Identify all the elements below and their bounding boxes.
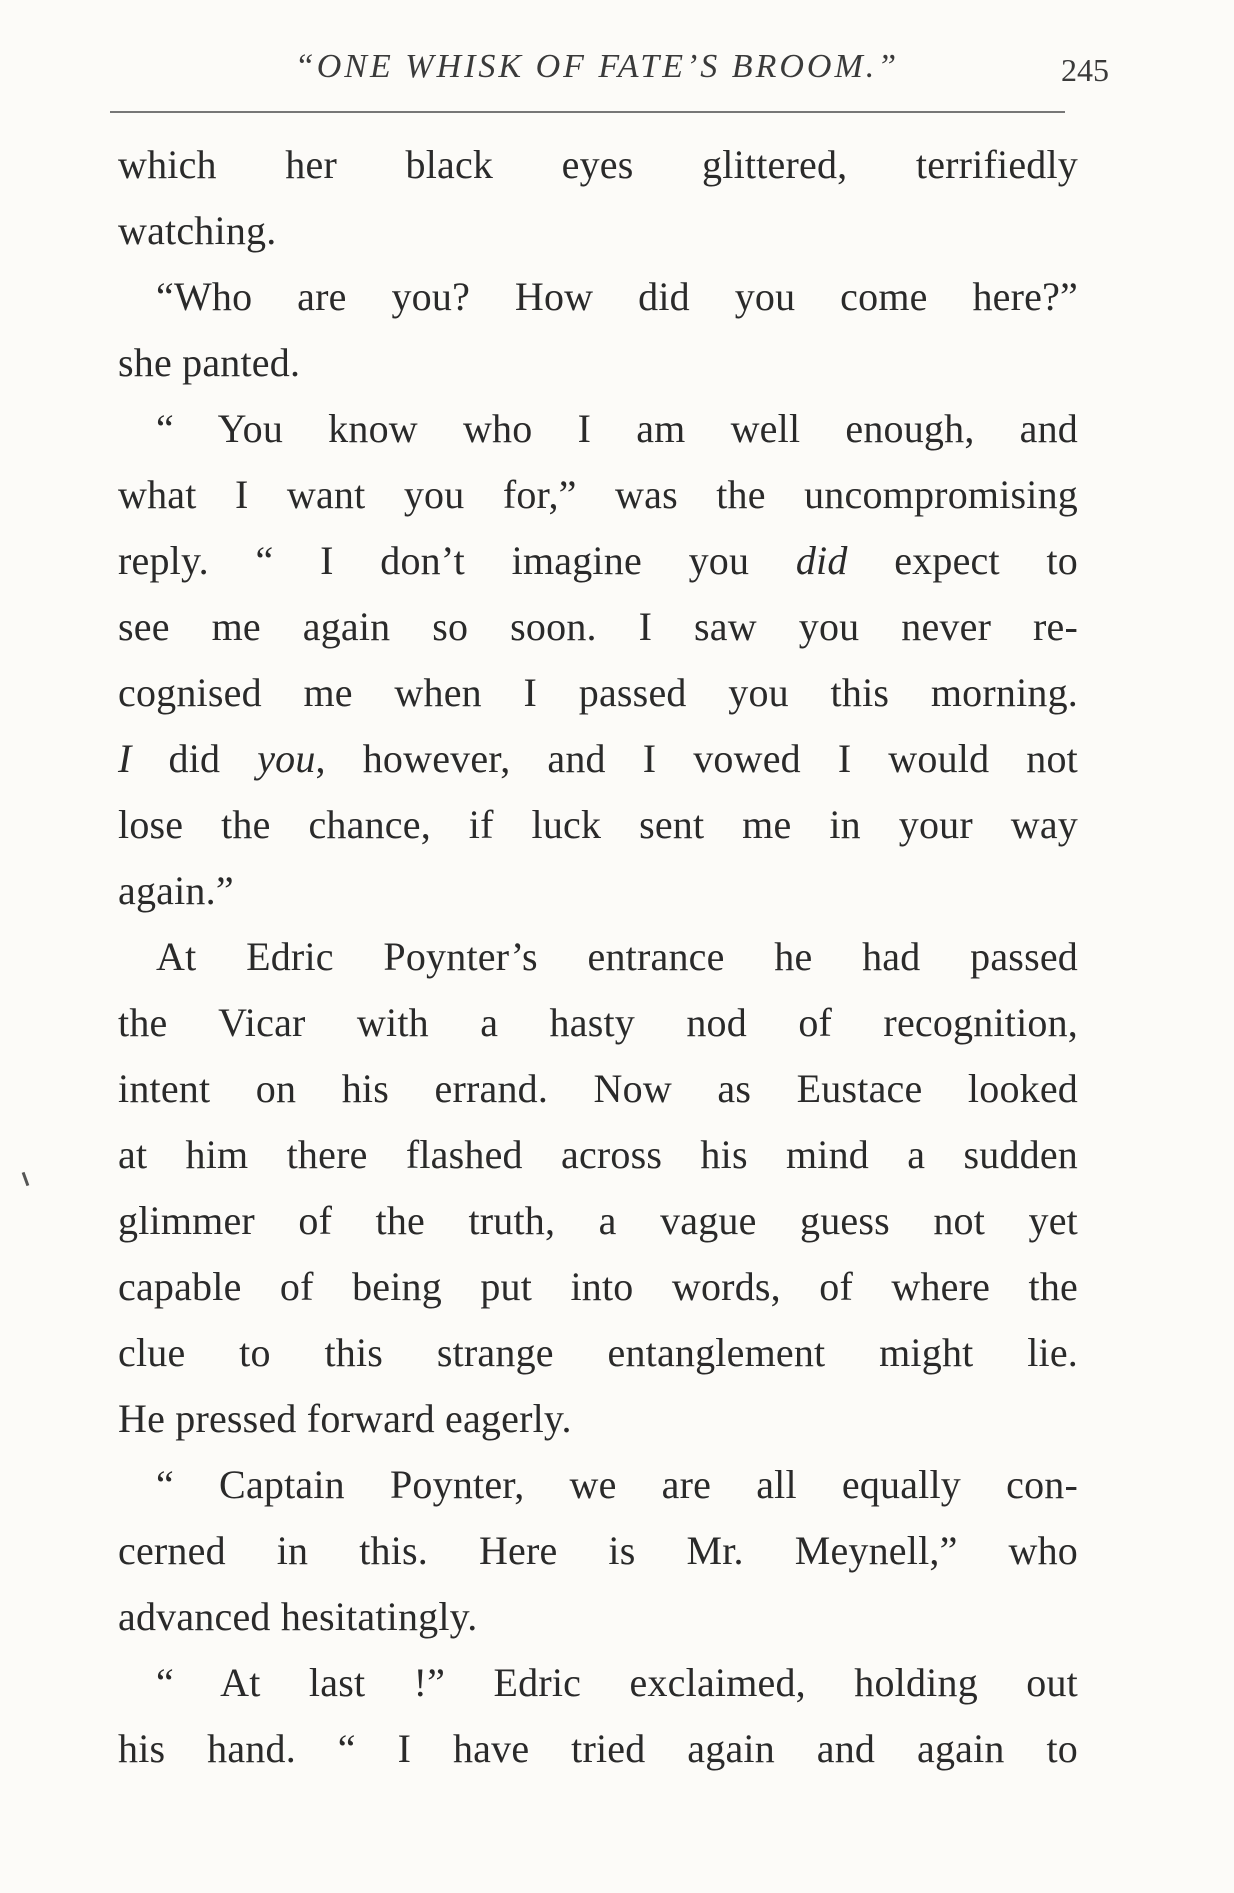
text-line: see me again so soon. I saw you never re- <box>118 604 1078 649</box>
text-line: at him there flashed across his mind a sudden <box>118 1132 1078 1177</box>
italic-word: did <box>795 538 848 583</box>
text-line: watching. <box>118 208 277 253</box>
text-line: again.” <box>118 868 234 913</box>
text-line: advanced hesitatingly. <box>118 1594 478 1639</box>
text-line: lose the chance, if luck sent me in your way <box>118 802 1078 847</box>
text-line: glimmer of the truth, a vague guess not yet <box>118 1198 1078 1243</box>
margin-mark <box>22 1172 30 1186</box>
running-head <box>110 48 1109 108</box>
text-line: He pressed forward eagerly. <box>118 1396 572 1441</box>
text-line: intent on his errand. Now as Eustace looked <box>118 1066 1078 1111</box>
text-line: capable of being put into words, of where the <box>118 1264 1078 1309</box>
running-title: “ONE WHISK OF FATE’S BROOM.” <box>294 48 900 85</box>
text-line: cognised me when I passed you this morning. <box>118 670 1078 715</box>
text-fragment: expect to <box>847 538 1078 583</box>
text-line: “ At last !” Edric exclaimed, holding out <box>156 1660 1078 1705</box>
text-line: what I want you for,” was the uncompromising <box>118 472 1078 517</box>
text-line: which her black eyes glittered, terrifiedly <box>118 142 1078 187</box>
body-text <box>118 132 1078 1782</box>
text-fragment: did <box>131 736 258 781</box>
text-fragment: , however, and I vowed I would not <box>315 736 1078 781</box>
text-fragment: reply. “ I don’t imagine you <box>118 538 796 583</box>
text-line-with-italic <box>118 528 1078 594</box>
text-line-with-italic <box>118 726 1078 792</box>
text-line: “ You know who I am well enough, and <box>156 406 1078 451</box>
header-rule <box>110 111 1065 113</box>
italic-word: I <box>118 736 132 781</box>
text-line: cerned in this. Here is Mr. Meynell,” who <box>118 1528 1078 1573</box>
page-number: 245 <box>1061 52 1109 88</box>
text-line: At Edric Poynter’s entrance he had passed <box>156 934 1078 979</box>
text-line: “ Captain Poynter, we are all equally con- <box>156 1462 1078 1507</box>
text-line: his hand. “ I have tried again and again to <box>118 1726 1078 1771</box>
text-line: “Who are you? How did you come here?” <box>156 274 1078 319</box>
text-line: she panted. <box>118 340 301 385</box>
text-line: clue to this strange entanglement might lie. <box>118 1330 1078 1375</box>
text-line: the Vicar with a hasty nod of recognition, <box>118 1000 1078 1045</box>
italic-word: you <box>257 736 316 781</box>
